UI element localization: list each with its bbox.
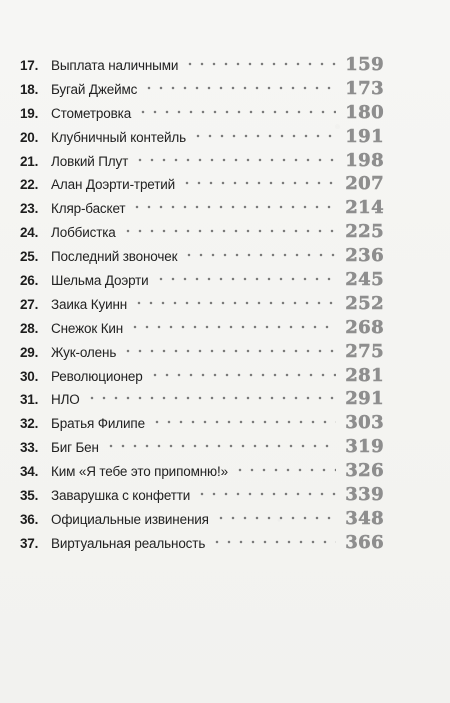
toc-entry (20, 293, 384, 317)
page-number: 366 (345, 531, 384, 553)
chapter-title: Официальные извинения (51, 511, 209, 527)
chapter-number: 33. (20, 440, 39, 456)
dot-leader (234, 465, 336, 475)
page-number: 303 (345, 412, 384, 434)
page-number: 191 (345, 125, 384, 147)
chapter-title: Заварушка с конфетти (51, 488, 191, 504)
page-number: 319 (345, 436, 384, 458)
chapter-number: 22. (20, 177, 39, 193)
chapter-number: 31. (20, 392, 39, 408)
chapter-title: Заика Куинн (51, 296, 128, 312)
page-number: 291 (345, 388, 384, 410)
toc-entry (20, 341, 384, 365)
chapter-number: 24. (20, 225, 39, 241)
dot-leader (215, 513, 336, 523)
chapter-number: 17. (20, 58, 39, 73)
dot-leader (196, 489, 336, 499)
chapter-number: 37. (20, 535, 39, 551)
page-number: 214 (345, 197, 384, 219)
dot-leader (137, 107, 336, 117)
toc-entry (20, 126, 384, 150)
dot-leader (151, 417, 336, 427)
chapter-title: Клубничный контейль (51, 129, 187, 145)
page-number: 180 (345, 101, 384, 123)
chapter-number: 18. (20, 81, 39, 97)
chapter-number: 34. (20, 464, 39, 480)
toc-entry (20, 460, 384, 484)
chapter-title: Лоббистка (51, 225, 116, 241)
chapter-title: Стометровка (51, 105, 132, 121)
dot-leader (133, 298, 336, 308)
dot-leader (181, 178, 336, 188)
page-number: 275 (345, 340, 384, 362)
dot-leader (183, 250, 336, 260)
toc-entry (20, 412, 384, 436)
toc-entry (20, 269, 384, 293)
toc-entry (20, 173, 384, 197)
chapter-title: Ким «Я тебе это припомню!» (51, 464, 228, 480)
toc-entry (20, 484, 384, 508)
dot-leader (122, 346, 336, 356)
dot-leader (122, 226, 336, 236)
chapter-title: Последний звоночек (51, 249, 178, 265)
toc-entry (20, 221, 384, 245)
chapter-number: 23. (20, 201, 39, 217)
dot-leader (184, 59, 336, 69)
page-number: 348 (345, 507, 384, 529)
dot-leader (105, 441, 336, 451)
page-number: 281 (345, 364, 384, 386)
chapter-title: НЛО (51, 392, 80, 408)
page-number: 245 (345, 269, 384, 291)
page-number: 159 (345, 54, 384, 75)
page-number: 326 (345, 460, 384, 482)
chapter-title: Виртуальная реальность (51, 535, 206, 551)
table-of-contents (20, 54, 384, 556)
page-number: 173 (345, 77, 384, 99)
chapter-title: Биг Бен (51, 440, 99, 456)
toc-entry (20, 150, 384, 174)
chapter-title: Кляр-баскет (51, 201, 126, 217)
page-number: 225 (345, 221, 384, 243)
chapter-number: 32. (20, 416, 39, 432)
page-number: 268 (345, 316, 384, 338)
toc-entry (20, 508, 384, 532)
chapter-title: Выплата наличными (51, 58, 179, 73)
chapter-number: 28. (20, 320, 39, 336)
dot-leader (155, 274, 336, 284)
dot-leader (129, 322, 336, 332)
chapter-title: Ловкий Плут (51, 153, 129, 169)
chapter-number: 27. (20, 296, 39, 312)
toc-entry (20, 197, 384, 221)
chapter-title: Жук-олень (51, 344, 117, 360)
toc-entry (20, 365, 384, 389)
chapter-number: 30. (20, 368, 39, 384)
page-number: 339 (345, 484, 384, 506)
toc-entry (20, 388, 384, 412)
chapter-number: 21. (20, 153, 39, 169)
chapter-title: Революционер (51, 368, 143, 384)
dot-leader (211, 537, 336, 547)
chapter-number: 26. (20, 273, 39, 289)
chapter-title: Братья Филипе (51, 416, 145, 432)
toc-entry (20, 54, 384, 78)
chapter-title: Снежок Кин (51, 320, 124, 336)
toc-entry (20, 102, 384, 126)
page-number: 236 (345, 245, 384, 267)
toc-entry (20, 317, 384, 341)
toc-entry (20, 436, 384, 460)
toc-entry (20, 532, 384, 556)
dot-leader (149, 370, 336, 380)
chapter-title: Бугай Джеймс (51, 81, 138, 97)
dot-leader (143, 83, 336, 93)
chapter-number: 36. (20, 511, 39, 527)
dot-leader (86, 393, 336, 403)
dot-leader (131, 202, 336, 212)
chapter-number: 35. (20, 488, 39, 504)
toc-entry (20, 245, 384, 269)
chapter-title: Шельма Доэрти (51, 273, 149, 289)
dot-leader (134, 155, 336, 165)
chapter-number: 20. (20, 129, 39, 145)
dot-leader (192, 131, 336, 141)
toc-entry (20, 78, 384, 102)
page-number: 252 (345, 292, 384, 314)
chapter-number: 29. (20, 344, 39, 360)
chapter-number: 25. (20, 249, 39, 265)
page-number: 198 (345, 149, 384, 171)
chapter-number: 19. (20, 105, 39, 121)
page-number: 207 (345, 173, 384, 195)
chapter-title: Алан Доэрти-третий (51, 177, 176, 193)
